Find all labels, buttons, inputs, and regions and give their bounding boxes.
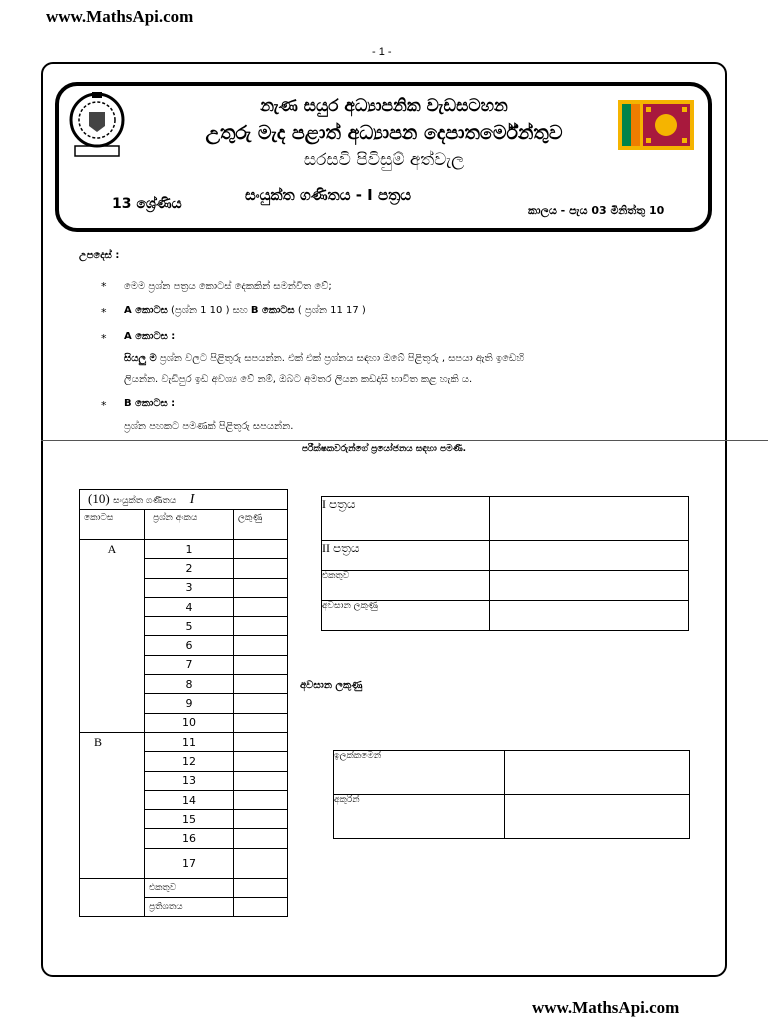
paper-code: (10) (88, 491, 110, 506)
part-a-instruction-line-2: ලියන්න. වැඩිපුර ඉඩ අවශ්‍ය වේ නම්, ඔබට අමතර ලියන කඩදාසි භාවිත කළ හැකි ය. (124, 374, 473, 385)
bullet-3: * (101, 332, 107, 345)
summary-value-cell[interactable] (490, 497, 689, 541)
question-number: 2 (145, 559, 234, 578)
marks-cell[interactable] (234, 597, 288, 616)
paper-subject: සංයුක්ත ගණිතය (113, 496, 177, 506)
question-number: 12 (145, 752, 234, 771)
question-number: 17 (145, 848, 234, 878)
marks-cell[interactable] (234, 829, 288, 848)
part-a-heading: A කොටස : (124, 331, 176, 342)
percentage-label: ප්‍රතිශතය (145, 898, 234, 917)
time-allowed: කාලය - පැය 03 මිනිත්තු 10 (528, 204, 665, 217)
bullet-1: * (101, 280, 107, 293)
question-number: 1 (145, 540, 234, 559)
final-value-cell[interactable] (505, 751, 690, 795)
marks-cell[interactable] (234, 617, 288, 636)
header-line-1: නැණ සයුර අධ්‍යාපනික වැඩසටහන (260, 96, 508, 116)
part-a-instruction-line-1 (124, 353, 524, 364)
part-b-instruction: ප්‍රශ්න පහකට පමණක් පිළිතුරු සපයන්න. (124, 421, 294, 432)
marks-cell[interactable] (234, 790, 288, 809)
summary-row-label: අවසාන ලකුණු (322, 601, 490, 631)
part-a-label: A කොටස (124, 305, 168, 316)
site-url-top: www.MathsApi.com (46, 7, 194, 26)
part-b-range: ( ප්‍රශ්න 11 17 ) (297, 305, 366, 316)
question-number: 14 (145, 790, 234, 809)
question-number: 11 (145, 732, 234, 751)
marks-cell[interactable] (234, 771, 288, 790)
question-number: 15 (145, 810, 234, 829)
marks-cell[interactable] (234, 848, 288, 878)
instruction-item-1: මෙම ප්‍රශ්න පත්‍රය කොටස් දෙකකින් සමන්විත වේ; (124, 281, 332, 292)
instructions-heading: උපදෙස් : (79, 250, 120, 261)
percentage-cell[interactable] (234, 898, 288, 917)
marks-cell[interactable] (234, 810, 288, 829)
bullet-4: * (101, 399, 107, 412)
marks-cell[interactable] (234, 559, 288, 578)
section-divider (41, 440, 768, 441)
part-a-text-1: ප්‍රශ්න වලට පිළිතුරු සපයන්න. එක් එක් ප්‍රශ්නය සඳහා ඔබේ පිළිතුරු , සපයා ඇති ඉඩෙහි (159, 353, 525, 364)
part-b-heading: B කොටස : (124, 398, 176, 409)
col-header-part: කොටස (80, 510, 145, 540)
site-url-bottom: www.MathsApi.com (532, 998, 680, 1017)
examiner-use-note: පරීක්ෂකවරුන්ගේ ප්‍රයෝජනය සඳහා පමණි. (301, 444, 467, 454)
final-marks-label: අවසාන ලකුණු (300, 680, 363, 691)
instruction-item-2 (124, 305, 366, 316)
total-marks-cell[interactable] (234, 878, 288, 897)
marks-cell[interactable] (234, 732, 288, 751)
part-a-range: (ප්‍රශ්න 1 10 ) සහ (171, 305, 248, 316)
part-b-label: B කොටස (250, 305, 295, 316)
question-number: 7 (145, 655, 234, 674)
subject-title: සංයුක්ත ගණිතය - I පත්‍රය (245, 186, 412, 204)
question-number: 16 (145, 829, 234, 848)
marks-cell[interactable] (234, 655, 288, 674)
header-line-2: උතුරු මැද පළාත් අධ්‍යාපන දෙපාතර්මේන්තුව (205, 122, 563, 144)
summary-value-cell[interactable] (490, 601, 689, 631)
page-number: - 1 - (372, 46, 392, 58)
paper-summary-table (321, 496, 689, 631)
question-number: 6 (145, 636, 234, 655)
marks-cell[interactable] (234, 636, 288, 655)
summary-value-cell[interactable] (490, 541, 689, 571)
marks-table (79, 489, 288, 917)
summary-row-label: එකතුව (322, 571, 490, 601)
part-b-cell: B (80, 732, 145, 878)
summary-row-label: I පත්‍රය (322, 497, 490, 541)
question-number: 13 (145, 771, 234, 790)
marks-cell[interactable] (234, 752, 288, 771)
summary-value-cell[interactable] (490, 571, 689, 601)
final-marks-table (333, 750, 690, 839)
marks-cell[interactable] (234, 540, 288, 559)
question-number: 5 (145, 617, 234, 636)
question-number: 8 (145, 675, 234, 694)
marks-cell[interactable] (234, 675, 288, 694)
col-header-marks: ලකුණු (234, 510, 288, 540)
summary-row-label: II පත්‍රය (322, 541, 490, 571)
total-label: එකතුව (145, 878, 234, 897)
marks-table-title (80, 490, 288, 510)
final-value-cell[interactable] (505, 795, 690, 839)
grade-label: 13 ශ්‍රේණිය (112, 196, 182, 212)
total-part-cell (80, 878, 145, 917)
question-number: 3 (145, 578, 234, 597)
question-number: 10 (145, 713, 234, 732)
question-number: 9 (145, 694, 234, 713)
part-a-cell: A (80, 540, 145, 733)
marks-cell[interactable] (234, 578, 288, 597)
marks-cell[interactable] (234, 694, 288, 713)
bullet-2: * (101, 306, 107, 319)
all-label: සියලු ම (124, 353, 157, 364)
paper-roman: I (189, 492, 195, 507)
marks-cell[interactable] (234, 713, 288, 732)
col-header-question: ප්‍රශ්න අංකය (145, 510, 234, 540)
question-number: 4 (145, 597, 234, 616)
final-row-label: අකුරින් (334, 795, 505, 839)
final-row-label: ඉලක්කමෙන් (334, 751, 505, 795)
header-line-3: සරසවි පිවිසුම් අත්වැල (303, 150, 465, 170)
